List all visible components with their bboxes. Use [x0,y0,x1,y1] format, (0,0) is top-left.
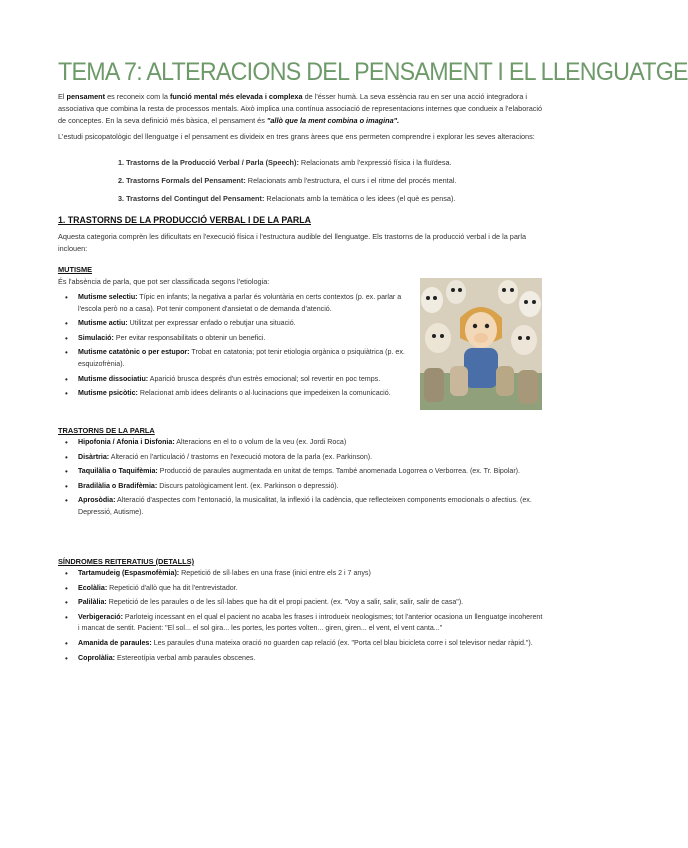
list-item: • Tartamudeig (Espasmofèmia): Repetició de síl·labes en una frase (inici entre els 2 i 7 anys) [58,568,543,580]
area-item: 2. Trastorns Formals del Pensament: Relacionats amb l'estructura, el curs i el ritme del procés mental. [118,176,457,185]
area-title: Trastorns Formals del Pensament: [126,176,246,185]
intro-text: de l'ésser humà. La seva essència rau en ser una acció integradora i associativa que combina la resta de processos mentals. Això implica una contínua associació de representacions internes que condueix a l'elaboració de conceptes. En la seva definició més bàsica, el pensament és [58,92,543,125]
intro-paragraph [58,91,543,127]
area-title: Trastorns del Contingut del Pensament: [126,194,265,203]
list-item: • Mutisme actiu: Utilitzat per expressar enfado o rebutjar una situació. [58,318,416,330]
list-item: • Mutisme catatònic o per estupor: Trobat en catatonia; pot tenir etiologia orgànica o psiquiàtrica (p. ex. esquizofrènia). [58,347,416,370]
list-item: • Mutisme dissociatiu: Aparició brusca després d'un estrès emocional; sol revertir en poc temps. [58,374,416,386]
list-item: • Ecolàlia: Repetició d'allò que ha dit l'entrevistador. [58,583,543,595]
list-item: • Coprolàlia: Estereotípia verbal amb paraules obscenes. [58,653,543,665]
page-title: TEMA 7: ALTERACIONS DEL PENSAMENT I EL LLENGUATGE [58,58,688,86]
intro-bold-funcio: funció mental més elevada i complexa [169,92,303,101]
area-item: 1. Trastorns de la Producció Verbal / Parla (Speech): Relacionats amb l'expressió física i la fluïdesa. [118,158,452,167]
intro-quote: "allò que la ment combina o imagina". [266,116,400,125]
list-item: • Mutisme selectiu: Típic en infants; la negativa a parlar és voluntària en certs contextos (p. ex. parlar a l'escola però no a casa). Pot tenir component d'ansietat o de demanda d'atenció. [58,292,416,315]
list-item: • Taquilàlia o Taquifèmia: Producció de paraules augmentada en unitat de temps. També anomenada Logorrea o Verborrea. (ex. Tr. Bipolar). [58,466,543,478]
list-item: • Amanida de paraules: Les paraules d'una mateixa oració no guarden cap relació (ex. "Porta cel blau bicicleta corre i sol televisor nedar ràpid."). [58,638,543,650]
sindromes-list [58,568,543,664]
list-item: • Simulació: Per evitar responsabilitats o obtenir un benefici. [58,333,416,345]
intro-bold-pensament: pensament [66,92,106,101]
illustration-image [420,278,542,410]
children-illustration [420,278,542,410]
parla-list [58,437,543,519]
area-title: Trastorns de la Producció Verbal / Parla (Speech): [126,158,299,167]
list-item: • Disàrtria: Alteració en l'articulació / trastorns en l'execució motora de la parla (ex. Parkinson). [58,452,543,464]
mutisme-heading: MUTISME [58,265,93,274]
mutisme-list [58,292,416,400]
parla-heading: TRASTORNS DE LA PARLA [58,426,155,435]
list-item: • Mutisme psicòtic: Relacionat amb idees delirants o al·lucinacions que impedeixen la comunicació. [58,388,416,400]
areas-list [118,157,548,211]
list-item: • Hipofonia / Afonia i Disfonia: Alteracions en el to o volum de la veu (ex. Jordi Roca) [58,437,543,449]
list-item: • Verbigeració: Parloteig incessant en el qual el pacient no acaba les frases i introdueix neologismes; tot l'anterior ocasiona un llenguatge incoherent i mancat de sentit. Pacient: "El sol... el sol gira... les portes, les portes volten... giren, giren... el vent, el vent canta..." [58,612,543,635]
list-item: • Palilàlia: Repetició de les paraules o de les síl·labes que ha dit el propi pacient. (ex. "Voy a salir, salir, salir, salir de casa"). [58,597,543,609]
list-item: • Bradilàlia o Bradifèmia: Discurs patològicament lent. (ex. Parkinson o depressió). [58,481,543,493]
intro-text: El [58,92,67,101]
intro-text: es reconeix com la [105,92,170,101]
section-intro: Aquesta categoria comprèn les dificultats en l'execució física i l'estructura audible del llenguatge. Els trastorns de la producció verbal i de la parla inclouen: [58,232,527,253]
area-item: 3. Trastorns del Contingut del Pensament: Relacionats amb la temàtica o les idees (el què es pensa). [118,194,456,203]
mutisme-intro: És l'absència de parla, que pot ser classificada segons l'etiologia: [58,277,270,286]
intro-paragraph-2: L'estudi psicopatològic del llenguatge i el pensament es divideix en tres grans àrees que ens permeten comprendre i explorar les seves alteracions: [58,132,535,141]
list-item: • Aprosòdia: Alteració d'aspectes com l'entonació, la musicalitat, la inflexió i la cadència, que reflecteixen components emocionals o afectius. (ex. Depressió, Autisme). [58,495,543,518]
section-heading: 1. TRASTORNS DE LA PRODUCCIÓ VERBAL I DE LA PARLA [58,215,312,225]
sindromes-heading: SÍNDROMES REITERATIUS (DETALLS) [58,557,195,566]
